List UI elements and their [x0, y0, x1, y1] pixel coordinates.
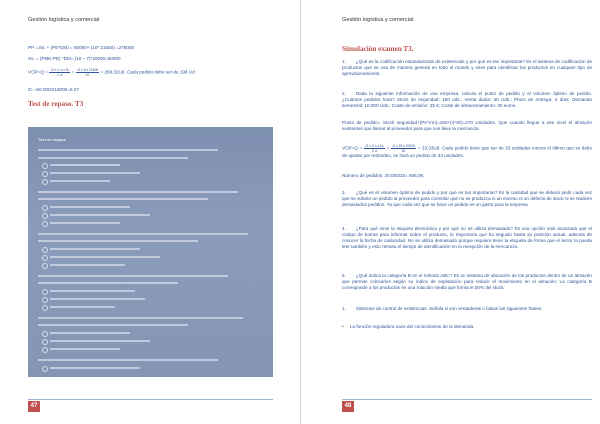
question-number: 3.	[342, 190, 346, 195]
page-number: 47	[28, 401, 40, 412]
formula-ic: IC =60.000/216000=0.27	[28, 87, 79, 92]
question-text: Dada la siguiente información de una empresa, calcula el punto de pedido y el volumen óptimo de pedido. ¿Cuántos pedidos hará? Stock de seguridad: 150 uds.; Venta diaria: 30 Uds.; Plazo de entrega: 4 días; Demanda semestral: 10.000 Uds.; Coste de emisión: 25 €; Coste de almacenamiento: 30 euros.	[342, 91, 592, 109]
question-text: Sistemas de control de existencias. Señala si son verdaderas o falsas las siguientes frases:	[355, 306, 543, 311]
formula-pp: PP. =Ss. + (PE*DM) = 60000+ (10* 21600) =276000	[28, 45, 135, 50]
bullet-text: La función reguladora nace del conocimiento de la demanda.	[350, 324, 475, 329]
section-title: Simulación examen T3.	[342, 45, 414, 53]
test-photo	[28, 127, 273, 377]
voq-values-numerator: √2 x 6 x 21600	[76, 68, 99, 72]
voq-fraction-values	[76, 68, 100, 77]
question-number: 1.	[342, 306, 346, 311]
page-footer-left	[28, 399, 273, 412]
voq-denominator: C a	[57, 73, 63, 77]
voq-values-denominator: 30	[401, 149, 406, 153]
photo-label: Test de repaso	[38, 137, 66, 142]
question-2	[342, 91, 592, 109]
voq-denominator: C a	[371, 149, 377, 153]
question-6	[342, 306, 592, 312]
voq-fraction-values	[391, 144, 416, 153]
question-text: ¿Qué indica la categoría B en el método ABC? Es un sistema de ubicación de los productos dentro de un almacén que permite colocarlos según su índice de explotación para reducir el movimiento en el almacén; La categoría B corresponde a los productos en una rotación media que forma el 30% del stock.	[342, 273, 592, 291]
page-right	[300, 0, 600, 424]
bullet-item	[342, 324, 592, 330]
question-text: ¿Qué es la codificación estandarizada de existencias y por qué es tan importante? Es el sistema de codificación de productos que se usa de manera general en todo el mundo y sirve para identificar los productos en cualquier tipo de aprovisionamiento.	[342, 59, 592, 77]
running-header: Gestión logística y comercial	[342, 17, 414, 23]
question-2-answer: Punto de pedido= Stock seguridad+(Pe*Vm)=150+(4*30)=270 Unidades. Que cuando llegue a ese nivel el almacén existentes que llamar al proveedor para que nos lleve la mercancía.	[342, 120, 592, 132]
question-3	[342, 190, 592, 208]
page-footer-right	[342, 399, 592, 412]
voq-fraction	[49, 68, 70, 77]
bullet-icon: •	[342, 324, 344, 329]
voq-numerator: √2 x C s x Dₐ	[50, 68, 70, 72]
voq-fraction	[364, 144, 385, 153]
formula-voq: VOP=Q = $\frac{\text{√2 x C s x Dₐ}}{\text{C a}}$ = $\frac{√2 x 6 x 21600}{10}$ = 268,32Ud. Cada pedido debe ser de 198 Ud.	[28, 68, 196, 77]
voq-values-denominator: 10	[85, 73, 90, 77]
question-text: ¿Para qué sirve la etiqueta electrónica y por qué no se utiliza demasiado? Es una opción más avanzada que el código de barras para informar sobre el producto, la trayectoria que ha seguido hasta su posición actual, además de conocer la fecha de caducidad. No se utiliza demasiado porque requiere tener la etiqueta de forma que el lector la pueda leer también y esto retrasa el tiempo de identificación en la recepción de la mercancía.	[342, 226, 592, 250]
question-number: 4.	[342, 226, 346, 231]
formula-ss: Ss. = (PME-PE) *DM= (10 – 7)*20000=60000	[28, 56, 121, 61]
question-1	[342, 59, 592, 77]
question-5	[342, 273, 592, 291]
question-number: 5.	[342, 273, 346, 278]
formula-voq: VOP=Q = $\frac{\text{√2 x C s x Dₐ}}{\text{C a}}$ = $\frac{√2 x 25 x 20000}{30}$ = 33,33Ud. Cada pedido tiene que ser de 33 unidades menos el último que se debe de ajustar por redondeo, se hará un pedido de 34 unidades.	[342, 144, 593, 158]
question-text: ¿Qué es el volumen óptimo de pedido y por qué es tan importante? Es la cantidad que se deberá pedir cada vez que se solicite un pedido al proveedor para controlar que no se produzca ni un exceso ni un defecto de stock ni se realicen demasiados pedidos. Ya que cada vez que se hace un pedido es un gasto para la empresa.	[342, 190, 593, 208]
voq-suffix: = 268,32Ud. Cada pedido debe ser de 198 Ud.	[100, 69, 196, 75]
voq-values-numerator: √2 x 25 x 20000	[391, 144, 416, 148]
running-header: Gestión logística y comercial	[28, 17, 100, 23]
page-number: 48	[342, 401, 354, 412]
section-title: Test de repaso. T3	[28, 100, 84, 108]
question-number: 2.	[342, 91, 346, 96]
question-4	[342, 226, 592, 250]
voq-suffix: = 33,33Ud. Cada pedido tiene que ser de 33 unidades menos el último que se debe de ajustar por redondeo, se hará un pedido de 34 unidades.	[342, 145, 593, 158]
voq-prefix: VOP=Q =	[28, 69, 48, 75]
num-pedidos: Número de pedidos: 20.000/33= 606,06.	[342, 173, 425, 178]
voq-prefix: VOP=Q =	[342, 145, 363, 151]
question-number: 1.	[342, 59, 346, 64]
voq-numerator: √2 x C s x Dₐ	[364, 144, 384, 148]
